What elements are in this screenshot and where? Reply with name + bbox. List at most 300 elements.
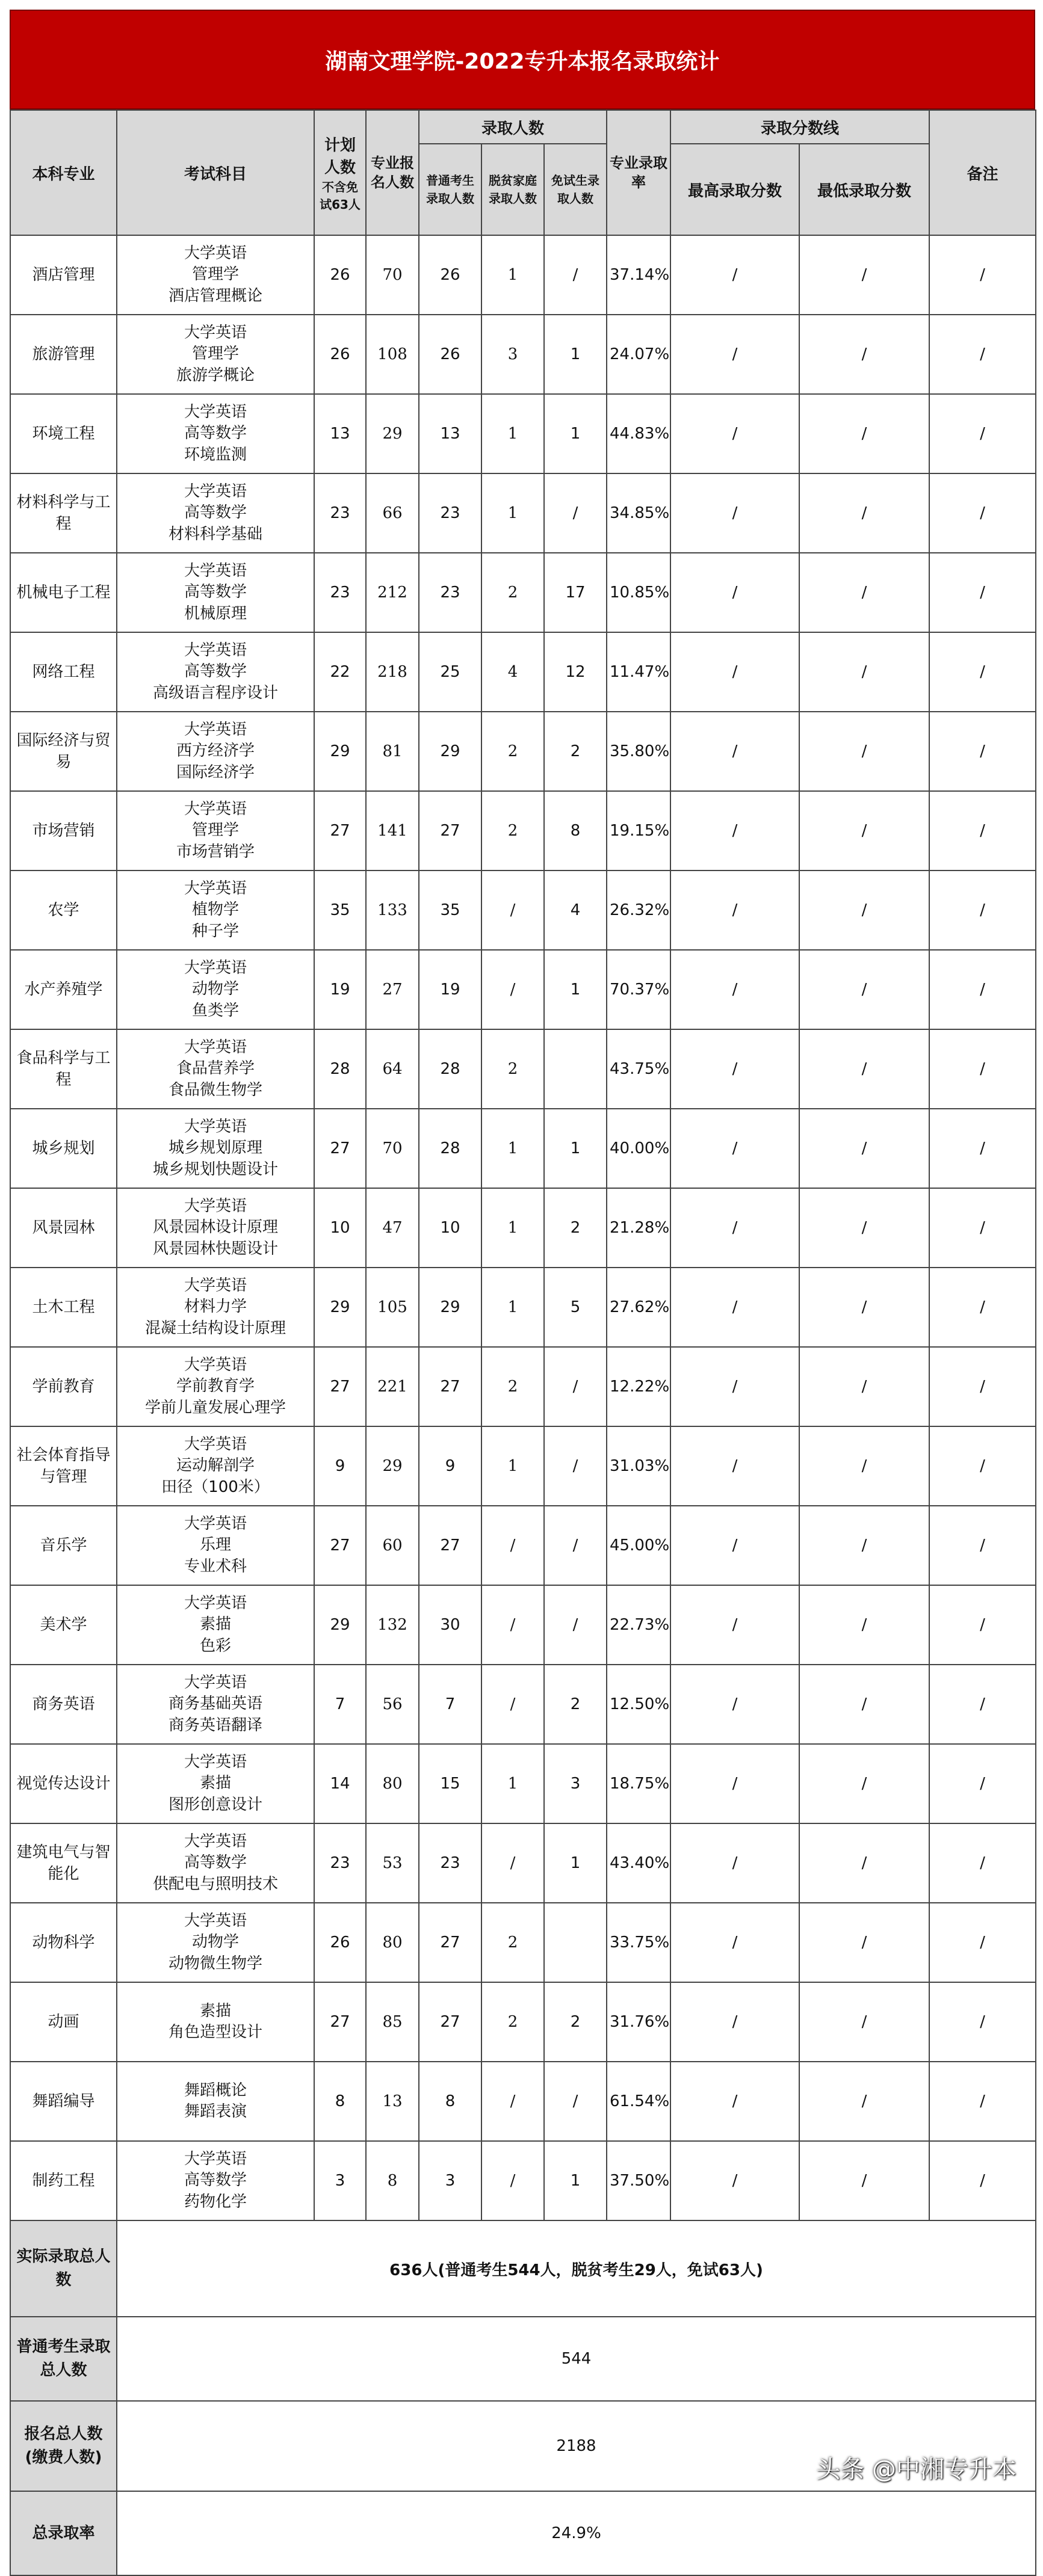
exempt-cell: / [544, 2062, 607, 2141]
applicants-cell: 81 [366, 712, 419, 791]
subject-item: 风景园林快题设计 [152, 1239, 278, 1258]
subject-item: 商务基础英语 [168, 1695, 262, 1713]
plan-cell: 7 [314, 1665, 366, 1744]
poverty-cell: 2 [481, 791, 544, 870]
table-row [10, 1347, 1036, 1426]
max-score-cell: / [670, 473, 799, 553]
plan-cell: 27 [314, 791, 366, 870]
subjects-cell [117, 1188, 314, 1268]
subject-item: 管理学 [191, 265, 239, 284]
table-row [10, 870, 1036, 950]
poverty-cell: / [481, 2062, 544, 2141]
plan-cell: 19 [314, 950, 366, 1029]
plan-cell: 22 [314, 632, 366, 712]
regular-cell: 26 [419, 235, 481, 315]
poverty-cell: 2 [481, 1903, 544, 1982]
major-cell: 视觉传达设计 [10, 1744, 117, 1823]
subjects-cell [117, 870, 314, 950]
regular-cell: 35 [419, 870, 481, 950]
max-score-cell: / [670, 235, 799, 315]
subjects-cell [117, 1347, 314, 1426]
poverty-cell: 1 [481, 1188, 544, 1268]
subject-item: 管理学 [191, 821, 239, 840]
subject-item: 大学英语 [184, 879, 247, 898]
subject-item: 田径（100米） [161, 1478, 270, 1496]
subject-item: 运动解剖学 [176, 1456, 255, 1475]
header-score-group: 录取分数线 [670, 110, 929, 144]
subject-item: 环境监测 [184, 445, 247, 464]
regular-cell: 9 [419, 1426, 481, 1506]
major-cell: 动画 [10, 1982, 117, 2062]
regular-cell: 13 [419, 394, 481, 473]
subjects-cell [117, 473, 314, 553]
major-cell: 环境工程 [10, 394, 117, 473]
regular-cell: 29 [419, 1268, 481, 1347]
subject-item: 大学英语 [184, 561, 247, 580]
applicants-cell: 60 [366, 1506, 419, 1585]
header-plan-note: 不含免试63人 [320, 180, 361, 212]
regular-cell: 10 [419, 1188, 481, 1268]
subject-item: 风景园林设计原理 [152, 1218, 278, 1237]
subject-item: 旅游学概论 [176, 366, 255, 384]
poverty-cell: / [481, 1506, 544, 1585]
exempt-cell: 2 [544, 712, 607, 791]
regular-cell: 25 [419, 632, 481, 712]
table-row [10, 2062, 1036, 2141]
table-row [10, 950, 1036, 1029]
subject-item: 大学英语 [184, 641, 247, 659]
major-cell: 舞蹈编导 [10, 2062, 117, 2141]
table-row [10, 1982, 1036, 2062]
max-score-cell: / [670, 394, 799, 473]
subject-item: 城乡规划快题设计 [152, 1160, 278, 1179]
major-cell: 风景园林 [10, 1188, 117, 1268]
max-score-cell: / [670, 1347, 799, 1426]
exempt-cell: 12 [544, 632, 607, 712]
exempt-cell: / [544, 1506, 607, 1585]
exempt-cell [544, 1029, 607, 1109]
applicants-cell: 47 [366, 1188, 419, 1268]
subject-item: 大学英语 [184, 720, 247, 739]
rate-cell: 44.83% [607, 394, 670, 473]
poverty-cell: 2 [481, 1347, 544, 1426]
table-row [10, 1188, 1036, 1268]
header-applicants: 专业报名人数 [366, 110, 419, 235]
remark-cell: / [929, 870, 1036, 950]
regular-cell: 29 [419, 712, 481, 791]
subject-item: 供配电与照明技术 [152, 1875, 278, 1893]
max-score-cell: / [670, 1506, 799, 1585]
summary-value: 636人(普通考生544人，脱贫考生29人，免试63人) [117, 2220, 1036, 2317]
subject-item: 大学英语 [184, 958, 247, 977]
header-major: 本科专业 [10, 110, 117, 235]
subject-item: 学前教育学 [176, 1377, 255, 1396]
remark-cell: / [929, 1585, 1036, 1665]
exempt-cell [544, 1903, 607, 1982]
subjects-cell [117, 1268, 314, 1347]
subject-item: 国际经济学 [176, 763, 255, 781]
poverty-cell: 2 [481, 553, 544, 632]
max-score-cell: / [670, 1903, 799, 1982]
min-score-cell: / [799, 1268, 929, 1347]
applicants-cell: 80 [366, 1744, 419, 1823]
regular-cell: 27 [419, 791, 481, 870]
min-score-cell: / [799, 315, 929, 394]
min-score-cell: / [799, 712, 929, 791]
header-remark: 备注 [929, 110, 1036, 235]
subjects-cell [117, 712, 314, 791]
remark-cell: / [929, 1982, 1036, 2062]
summary-row [10, 2220, 1036, 2317]
regular-cell: 28 [419, 1029, 481, 1109]
subject-item: 高等数学 [184, 583, 247, 602]
poverty-cell: 1 [481, 235, 544, 315]
subject-item: 高等数学 [184, 662, 247, 681]
major-cell: 水产养殖学 [10, 950, 117, 1029]
rate-cell: 18.75% [607, 1744, 670, 1823]
min-score-cell: / [799, 1665, 929, 1744]
table-row [10, 553, 1036, 632]
subject-item: 材料科学基础 [168, 525, 262, 543]
summary-row [10, 2317, 1036, 2401]
min-score-cell: / [799, 235, 929, 315]
rate-cell: 19.15% [607, 791, 670, 870]
subject-item: 大学英语 [184, 1673, 247, 1692]
applicants-cell: 29 [366, 394, 419, 473]
rate-cell: 12.22% [607, 1347, 670, 1426]
table-row [10, 1585, 1036, 1665]
applicants-cell: 133 [366, 870, 419, 950]
summary-label: 实际录取总人数 [10, 2220, 117, 2317]
major-cell: 音乐学 [10, 1506, 117, 1585]
subject-item: 大学英语 [184, 482, 247, 501]
rate-cell: 26.32% [607, 870, 670, 950]
subject-item: 色彩 [199, 1636, 231, 1655]
rate-cell: 27.62% [607, 1268, 670, 1347]
plan-cell: 23 [314, 1823, 366, 1903]
subject-item: 大学英语 [184, 1276, 247, 1295]
max-score-cell: / [670, 315, 799, 394]
applicants-cell: 27 [366, 950, 419, 1029]
min-score-cell: / [799, 950, 929, 1029]
regular-cell: 23 [419, 553, 481, 632]
plan-cell: 27 [314, 1109, 366, 1188]
applicants-cell: 85 [366, 1982, 419, 2062]
plan-cell: 10 [314, 1188, 366, 1268]
subject-item: 高等数学 [184, 424, 247, 443]
applicants-cell: 66 [366, 473, 419, 553]
max-score-cell: / [670, 712, 799, 791]
poverty-cell: 1 [481, 1109, 544, 1188]
rate-cell: 37.50% [607, 2141, 670, 2220]
summary-body [10, 2220, 1036, 2575]
subjects-cell [117, 1029, 314, 1109]
subject-item: 动物学 [191, 1933, 239, 1952]
regular-cell: 27 [419, 1982, 481, 2062]
table-row [10, 791, 1036, 870]
subjects-cell [117, 1585, 314, 1665]
remark-cell: / [929, 1665, 1036, 1744]
subject-item: 动物学 [191, 980, 239, 999]
table-body [10, 235, 1036, 2220]
subjects-cell [117, 553, 314, 632]
plan-cell: 9 [314, 1426, 366, 1506]
subject-item: 大学英语 [184, 1752, 247, 1771]
subjects-cell [117, 1109, 314, 1188]
poverty-cell: 2 [481, 712, 544, 791]
major-cell: 社会体育指导与管理 [10, 1426, 117, 1506]
max-score-cell: / [670, 1982, 799, 2062]
plan-cell: 35 [314, 870, 366, 950]
regular-cell: 28 [419, 1109, 481, 1188]
min-score-cell: / [799, 394, 929, 473]
major-cell: 动物科学 [10, 1903, 117, 1982]
plan-cell: 27 [314, 1982, 366, 2062]
subject-item: 食品微生物学 [168, 1080, 262, 1099]
subject-item: 素描 [199, 1774, 231, 1793]
regular-cell: 3 [419, 2141, 481, 2220]
subject-item: 种子学 [191, 922, 239, 940]
header-regular: 普通考生录取人数 [419, 144, 481, 235]
regular-cell: 27 [419, 1903, 481, 1982]
remark-cell: / [929, 791, 1036, 870]
subject-item: 大学英语 [184, 1197, 247, 1215]
table-row [10, 1109, 1036, 1188]
applicants-cell: 64 [366, 1029, 419, 1109]
regular-cell: 15 [419, 1744, 481, 1823]
min-score-cell: / [799, 632, 929, 712]
table-row [10, 1268, 1036, 1347]
header-rate: 专业录取率 [607, 110, 670, 235]
subject-item: 大学英语 [184, 1514, 247, 1533]
subjects-cell [117, 1982, 314, 2062]
exempt-cell: 2 [544, 1188, 607, 1268]
plan-cell: 13 [314, 394, 366, 473]
remark-cell: / [929, 632, 1036, 712]
poverty-cell: / [481, 1665, 544, 1744]
table-row [10, 712, 1036, 791]
summary-label: 普通考生录取总人数 [10, 2317, 117, 2401]
subjects-cell [117, 1903, 314, 1982]
subjects-cell [117, 1426, 314, 1506]
plan-cell: 23 [314, 473, 366, 553]
subject-item: 角色造型设计 [168, 2023, 262, 2041]
rate-cell: 21.28% [607, 1188, 670, 1268]
summary-label: 总录取率 [10, 2491, 117, 2575]
major-cell: 机械电子工程 [10, 553, 117, 632]
remark-cell: / [929, 1268, 1036, 1347]
max-score-cell: / [670, 2141, 799, 2220]
plan-cell: 14 [314, 1744, 366, 1823]
min-score-cell: / [799, 1982, 929, 2062]
header-exempt: 免试生录取人数 [544, 144, 607, 235]
subject-item: 大学英语 [184, 402, 247, 421]
subjects-cell [117, 315, 314, 394]
subjects-cell [117, 632, 314, 712]
exempt-cell: 2 [544, 1982, 607, 2062]
max-score-cell: / [670, 791, 799, 870]
max-score-cell: / [670, 1029, 799, 1109]
exempt-cell: 1 [544, 315, 607, 394]
subject-item: 管理学 [191, 345, 239, 363]
table-row [10, 632, 1036, 712]
regular-cell: 23 [419, 473, 481, 553]
rate-cell: 40.00% [607, 1109, 670, 1188]
min-score-cell: / [799, 1347, 929, 1426]
subject-item: 城乡规划原理 [168, 1139, 262, 1157]
applicants-cell: 53 [366, 1823, 419, 1903]
max-score-cell: / [670, 632, 799, 712]
major-cell: 国际经济与贸易 [10, 712, 117, 791]
page [10, 10, 1035, 2576]
subject-item: 高等数学 [184, 1853, 247, 1872]
table-row [10, 473, 1036, 553]
remark-cell: / [929, 473, 1036, 553]
exempt-cell: 1 [544, 1823, 607, 1903]
major-cell: 市场营销 [10, 791, 117, 870]
rate-cell: 31.03% [607, 1426, 670, 1506]
max-score-cell: / [670, 2062, 799, 2141]
table-row [10, 1744, 1036, 1823]
subject-item: 混凝土结构设计原理 [144, 1319, 286, 1337]
subjects-cell [117, 1744, 314, 1823]
subject-item: 材料力学 [184, 1298, 247, 1316]
regular-cell: 26 [419, 315, 481, 394]
plan-cell: 23 [314, 553, 366, 632]
remark-cell: / [929, 950, 1036, 1029]
max-score-cell: / [670, 870, 799, 950]
summary-row [10, 2491, 1036, 2575]
poverty-cell: 4 [481, 632, 544, 712]
summary-label: 报名总人数(缴费人数) [10, 2401, 117, 2491]
header-admitted-group: 录取人数 [419, 110, 607, 144]
header-subjects: 考试科目 [117, 110, 314, 235]
table-row [10, 1426, 1036, 1506]
table-row [10, 394, 1036, 473]
rate-cell: 34.85% [607, 473, 670, 553]
rate-cell: 22.73% [607, 1585, 670, 1665]
header-plan-label: 计划人数 [324, 137, 356, 177]
min-score-cell: / [799, 1744, 929, 1823]
subject-item: 乐理 [199, 1536, 231, 1555]
exempt-cell: 4 [544, 870, 607, 950]
subject-item: 大学英语 [184, 323, 247, 342]
major-cell: 建筑电气与智能化 [10, 1823, 117, 1903]
rate-cell: 35.80% [607, 712, 670, 791]
table-row [10, 315, 1036, 394]
applicants-cell: 70 [366, 1109, 419, 1188]
min-score-cell: / [799, 473, 929, 553]
remark-cell: / [929, 1188, 1036, 1268]
plan-cell: 27 [314, 1347, 366, 1426]
max-score-cell: / [670, 553, 799, 632]
subject-item: 图形创意设计 [168, 1795, 262, 1814]
subject-item: 大学英语 [184, 1355, 247, 1374]
table-row [10, 2141, 1036, 2220]
regular-cell: 27 [419, 1347, 481, 1426]
applicants-cell: 13 [366, 2062, 419, 2141]
subject-item: 大学英语 [184, 2149, 247, 2168]
rate-cell: 45.00% [607, 1506, 670, 1585]
subjects-cell [117, 2062, 314, 2141]
subject-item: 高级语言程序设计 [152, 683, 278, 702]
major-cell: 网络工程 [10, 632, 117, 712]
exempt-cell: / [544, 1585, 607, 1665]
major-cell: 材料科学与工程 [10, 473, 117, 553]
rate-cell: 61.54% [607, 2062, 670, 2141]
rate-cell: 43.40% [607, 1823, 670, 1903]
subject-item: 高等数学 [184, 2171, 247, 2190]
max-score-cell: / [670, 1188, 799, 1268]
remark-cell: / [929, 394, 1036, 473]
remark-cell: / [929, 2062, 1036, 2141]
min-score-cell: / [799, 553, 929, 632]
plan-cell: 29 [314, 1268, 366, 1347]
max-score-cell: / [670, 1585, 799, 1665]
subject-item: 机械原理 [184, 604, 247, 623]
subject-item: 舞蹈表演 [184, 2103, 247, 2121]
plan-cell: 26 [314, 315, 366, 394]
min-score-cell: / [799, 1823, 929, 1903]
major-cell: 酒店管理 [10, 235, 117, 315]
subjects-cell [117, 235, 314, 315]
remark-cell: / [929, 235, 1036, 315]
exempt-cell: / [544, 1347, 607, 1426]
min-score-cell: / [799, 1029, 929, 1109]
min-score-cell: / [799, 1506, 929, 1585]
poverty-cell: / [481, 1585, 544, 1665]
applicants-cell: 108 [366, 315, 419, 394]
remark-cell: / [929, 1506, 1036, 1585]
major-cell: 学前教育 [10, 1347, 117, 1426]
subjects-cell [117, 1506, 314, 1585]
subjects-cell [117, 1665, 314, 1744]
subjects-cell [117, 2141, 314, 2220]
major-cell: 商务英语 [10, 1665, 117, 1744]
major-cell: 城乡规划 [10, 1109, 117, 1188]
remark-cell: / [929, 553, 1036, 632]
subject-item: 高等数学 [184, 504, 247, 522]
poverty-cell: 2 [481, 1982, 544, 2062]
regular-cell: 23 [419, 1823, 481, 1903]
remark-cell: / [929, 315, 1036, 394]
rate-cell: 12.50% [607, 1665, 670, 1744]
plan-cell: 29 [314, 712, 366, 791]
min-score-cell: / [799, 2141, 929, 2220]
subject-item: 大学英语 [184, 1117, 247, 1136]
subject-item: 大学英语 [184, 800, 247, 818]
rate-cell: 11.47% [607, 632, 670, 712]
subject-item: 大学英语 [184, 1911, 247, 1930]
exempt-cell: 8 [544, 791, 607, 870]
min-score-cell: / [799, 1585, 929, 1665]
remark-cell: / [929, 712, 1036, 791]
max-score-cell: / [670, 950, 799, 1029]
applicants-cell: 70 [366, 235, 419, 315]
exempt-cell: 1 [544, 950, 607, 1029]
table-row [10, 1029, 1036, 1109]
subject-item: 大学英语 [184, 1038, 247, 1056]
min-score-cell: / [799, 1109, 929, 1188]
poverty-cell: / [481, 870, 544, 950]
regular-cell: 30 [419, 1585, 481, 1665]
poverty-cell: / [481, 1823, 544, 1903]
remark-cell: / [929, 1426, 1036, 1506]
subject-item: 市场营销学 [176, 842, 255, 861]
table-row [10, 1903, 1036, 1982]
plan-cell: 26 [314, 235, 366, 315]
exempt-cell: / [544, 1426, 607, 1506]
